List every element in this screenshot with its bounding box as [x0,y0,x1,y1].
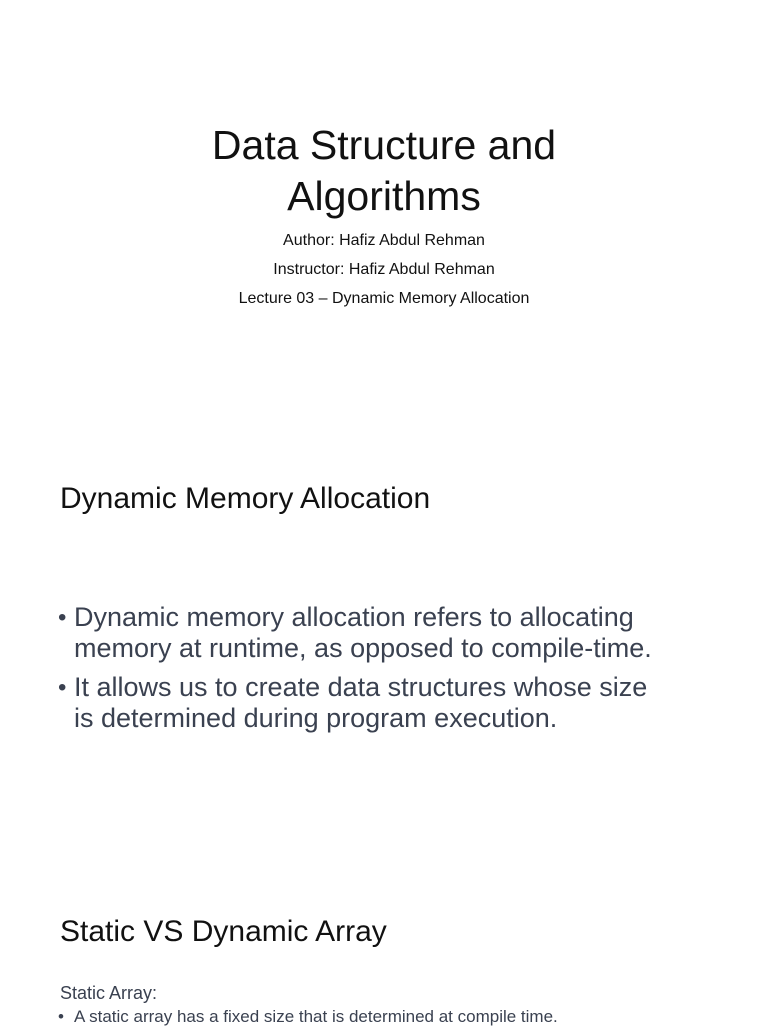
slide-static-vs-dynamic-array [0,870,768,1024]
bullet-text-line-2: is determined during program execution. [74,703,558,733]
presentation-title [0,120,768,222]
subheading-static-array: Static Array: [60,983,158,1003]
bullet-item [58,672,718,734]
bullet-item [58,1006,738,1028]
bullet-item [58,602,718,664]
bullet-text-line-1: Dynamic memory allocation refers to allocating [74,602,634,632]
title-line-2: Algorithms [287,173,481,219]
instructor-line: Instructor: Hafiz Abdul Rehman [273,261,495,278]
bullet-text-line-1: It allows us to create data structures whose size [74,672,648,702]
slide-heading: Static VS Dynamic Array [60,915,387,948]
bullet-icon: • [58,1007,64,1026]
author-line: Author: Hafiz Abdul Rehman [283,232,485,249]
title-line-1: Data Structure and [211,122,557,168]
bullet-list [58,602,718,742]
title-slide [0,0,768,430]
bullet-text: A static array has a fixed size that is determined at compile time. [74,1007,558,1026]
slide-heading: Dynamic Memory Allocation [60,482,431,515]
lecture-line: Lecture 03 – Dynamic Memory Allocation [238,290,530,307]
bullet-text-line-2: memory at runtime, as opposed to compile-time. [74,633,652,663]
bullet-list [58,1006,738,1028]
slide-dynamic-memory-allocation [0,430,768,870]
bullet-icon: • [58,674,67,701]
bullet-icon: • [58,604,67,631]
